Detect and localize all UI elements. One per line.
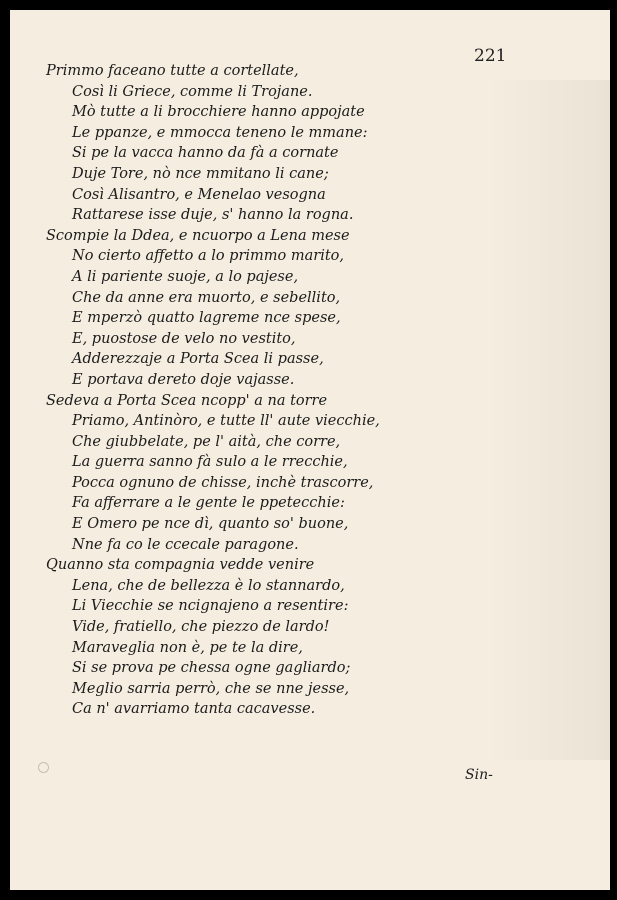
verse-line: La guerra sanno fà sulo a le rrecchie, (72, 454, 348, 471)
verse-line: Fa afferrare a le gente le ppetecchie: (72, 495, 345, 512)
verse-line: Mò tutte a li brocchiere hanno appojate (72, 104, 365, 121)
verse-line: Ca n' avarriamo tanta cacavesse. (72, 701, 316, 718)
verse-line: Priamo, Antinòro, e tutte ll' aute viecchie, (72, 413, 380, 430)
verse-line: E mperzò quatto lagreme nce spese, (72, 310, 341, 327)
verse-line: Nne fa co le ccecale paragone. (72, 536, 299, 553)
verse-line: Maraveglia non è, pe te la dire, (72, 639, 303, 656)
verse-line: Lena, che de bellezza è lo stannardo, (72, 577, 345, 594)
verse-line: Si se prova pe chessa ogne gagliardo; (72, 660, 351, 677)
verse-line: Duje Tore, nò nce mmitano li cane; (72, 165, 329, 182)
verse-line: Quanno sta compagnia vedde venire (46, 557, 315, 574)
verse-line: E Omero pe nce dì, quanto so' buone, (72, 516, 349, 533)
verse-line: A li pariente suoje, a lo pajese, (72, 268, 299, 285)
verse-line: No cierto affetto a lo primmo marito, (72, 248, 345, 265)
verse-line: Primmo faceano tutte a cortellate, (46, 63, 299, 79)
verse-line: Così Alisantro, e Menelao vesogna (72, 186, 326, 203)
verse-line: Meglio sarria perrò, che se nne jesse, (72, 680, 350, 697)
verse-line: Scompie la Ddea, e ncuorpo a Lena mese (46, 227, 350, 244)
verse-line: Si pe la vacca hanno da fà a cornate (72, 145, 339, 162)
verse-line: Adderezzaje a Porta Scea li passe, (72, 351, 324, 368)
verse-line: Che da anne era muorto, e sebellito, (72, 289, 341, 306)
book-page (10, 10, 610, 890)
verse-line: Sedeva a Porta Scea ncopp' a na torre (46, 392, 328, 409)
verse-line: Rattarese isse duje, s' hanno la rogna. (72, 207, 354, 224)
poem-text (46, 61, 566, 720)
verse-line: E, puostose de velo no vestito, (72, 330, 296, 347)
paper-mark (38, 762, 49, 773)
verse-line: Vide, fratiello, che piezzo de lardo! (72, 619, 330, 636)
catchword: Sin- (465, 767, 493, 783)
verse-line: Li Viecchie se ncignajeno a resentire: (72, 598, 349, 615)
verse-line: Le ppanze, e mmocca teneno le mmane: (72, 124, 368, 141)
verse-line: Che giubbelate, pe l' aità, che corre, (72, 433, 341, 450)
verse-line: Pocca ognuno de chisse, inchè trascorre, (72, 474, 374, 491)
verse-line: E portava dereto doje vajasse. (72, 371, 295, 388)
page-number: 221 (474, 46, 507, 66)
verse-line: Così li Griece, comme li Trojane. (72, 83, 313, 100)
